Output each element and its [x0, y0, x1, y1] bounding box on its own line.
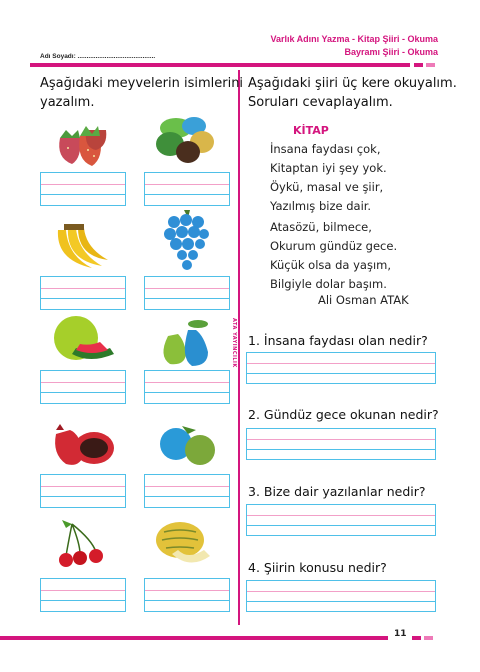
right-instruction-line2: Soruları cevaplayalım. — [248, 95, 393, 110]
poem-line: Bilgiyle dolar başım. — [270, 277, 387, 291]
poem-line: Okurum gündüz gece. — [270, 239, 398, 253]
header-title-line1: Varlık Adını Yazma - Kitap Şiiri - Okuma — [270, 34, 438, 44]
answer-box[interactable] — [40, 276, 126, 310]
apple-icon — [152, 420, 222, 470]
answer-box[interactable] — [40, 172, 126, 206]
poem-line: Yazılmış bize dair. — [270, 199, 372, 213]
answer-box[interactable] — [144, 370, 230, 404]
header-bar — [30, 63, 410, 67]
poem-line: Öykü, masal ve şiir, — [270, 180, 384, 194]
poem-line: Küçük olsa da yaşım, — [270, 258, 392, 272]
header-title-line2: Bayramı Şiiri - Okuma — [344, 47, 438, 57]
header-square — [414, 63, 423, 67]
answer-box[interactable] — [40, 578, 126, 612]
answer-box[interactable] — [40, 370, 126, 404]
banana-icon — [52, 220, 112, 272]
answer-box[interactable] — [144, 172, 230, 206]
poem-stanza-2 — [270, 218, 397, 294]
column-divider — [238, 70, 240, 625]
question-3-answer-box[interactable] — [246, 504, 436, 536]
poem-author: Ali Osman ATAK — [318, 293, 409, 307]
header-square — [426, 63, 435, 67]
publisher-label: ATA YAYINCILIK — [231, 318, 237, 368]
answer-box[interactable] — [144, 578, 230, 612]
right-instruction-line1: Aşağıdaki şiiri üç kere okuyalım. — [248, 76, 457, 91]
footer-bar — [0, 636, 388, 640]
kiwi-avocado-icon — [154, 112, 216, 166]
question-4: 4. Şiirin konusu nedir? — [248, 560, 387, 575]
question-1: 1. İnsana faydası olan nedir? — [248, 333, 428, 348]
question-2: 2. Gündüz gece okunan nedir? — [248, 407, 439, 422]
grape-icon — [162, 206, 212, 272]
answer-box[interactable] — [40, 474, 126, 508]
page-number: 11 — [394, 629, 407, 639]
poem-line: Kitaptan iyi şey yok. — [270, 161, 387, 175]
pomegranate-icon — [50, 420, 120, 470]
pear-icon — [152, 316, 220, 368]
footer-square — [412, 636, 421, 640]
poem-stanza-1 — [270, 140, 387, 216]
footer-square — [424, 636, 433, 640]
name-label: Adı Soyadı: ........................................... — [40, 53, 156, 60]
question-1-answer-box[interactable] — [246, 352, 436, 384]
answer-box[interactable] — [144, 474, 230, 508]
poem-line: Atasözü, bilmece, — [270, 220, 372, 234]
poem-title: KİTAP — [293, 124, 329, 137]
poem-line: İnsana faydası çok, — [270, 142, 381, 156]
left-instruction-line2: yazalım. — [40, 95, 95, 110]
question-4-answer-box[interactable] — [246, 580, 436, 612]
left-instruction-line1: Aşağıdaki meyvelerin isimlerini — [40, 76, 244, 91]
watermelon-icon — [50, 314, 116, 366]
melon-icon — [152, 516, 216, 572]
strawberry-icon — [52, 118, 112, 168]
question-3: 3. Bize dair yazılanlar nedir? — [248, 484, 426, 499]
answer-box[interactable] — [144, 276, 230, 310]
cherry-icon — [56, 514, 112, 572]
question-2-answer-box[interactable] — [246, 428, 436, 460]
